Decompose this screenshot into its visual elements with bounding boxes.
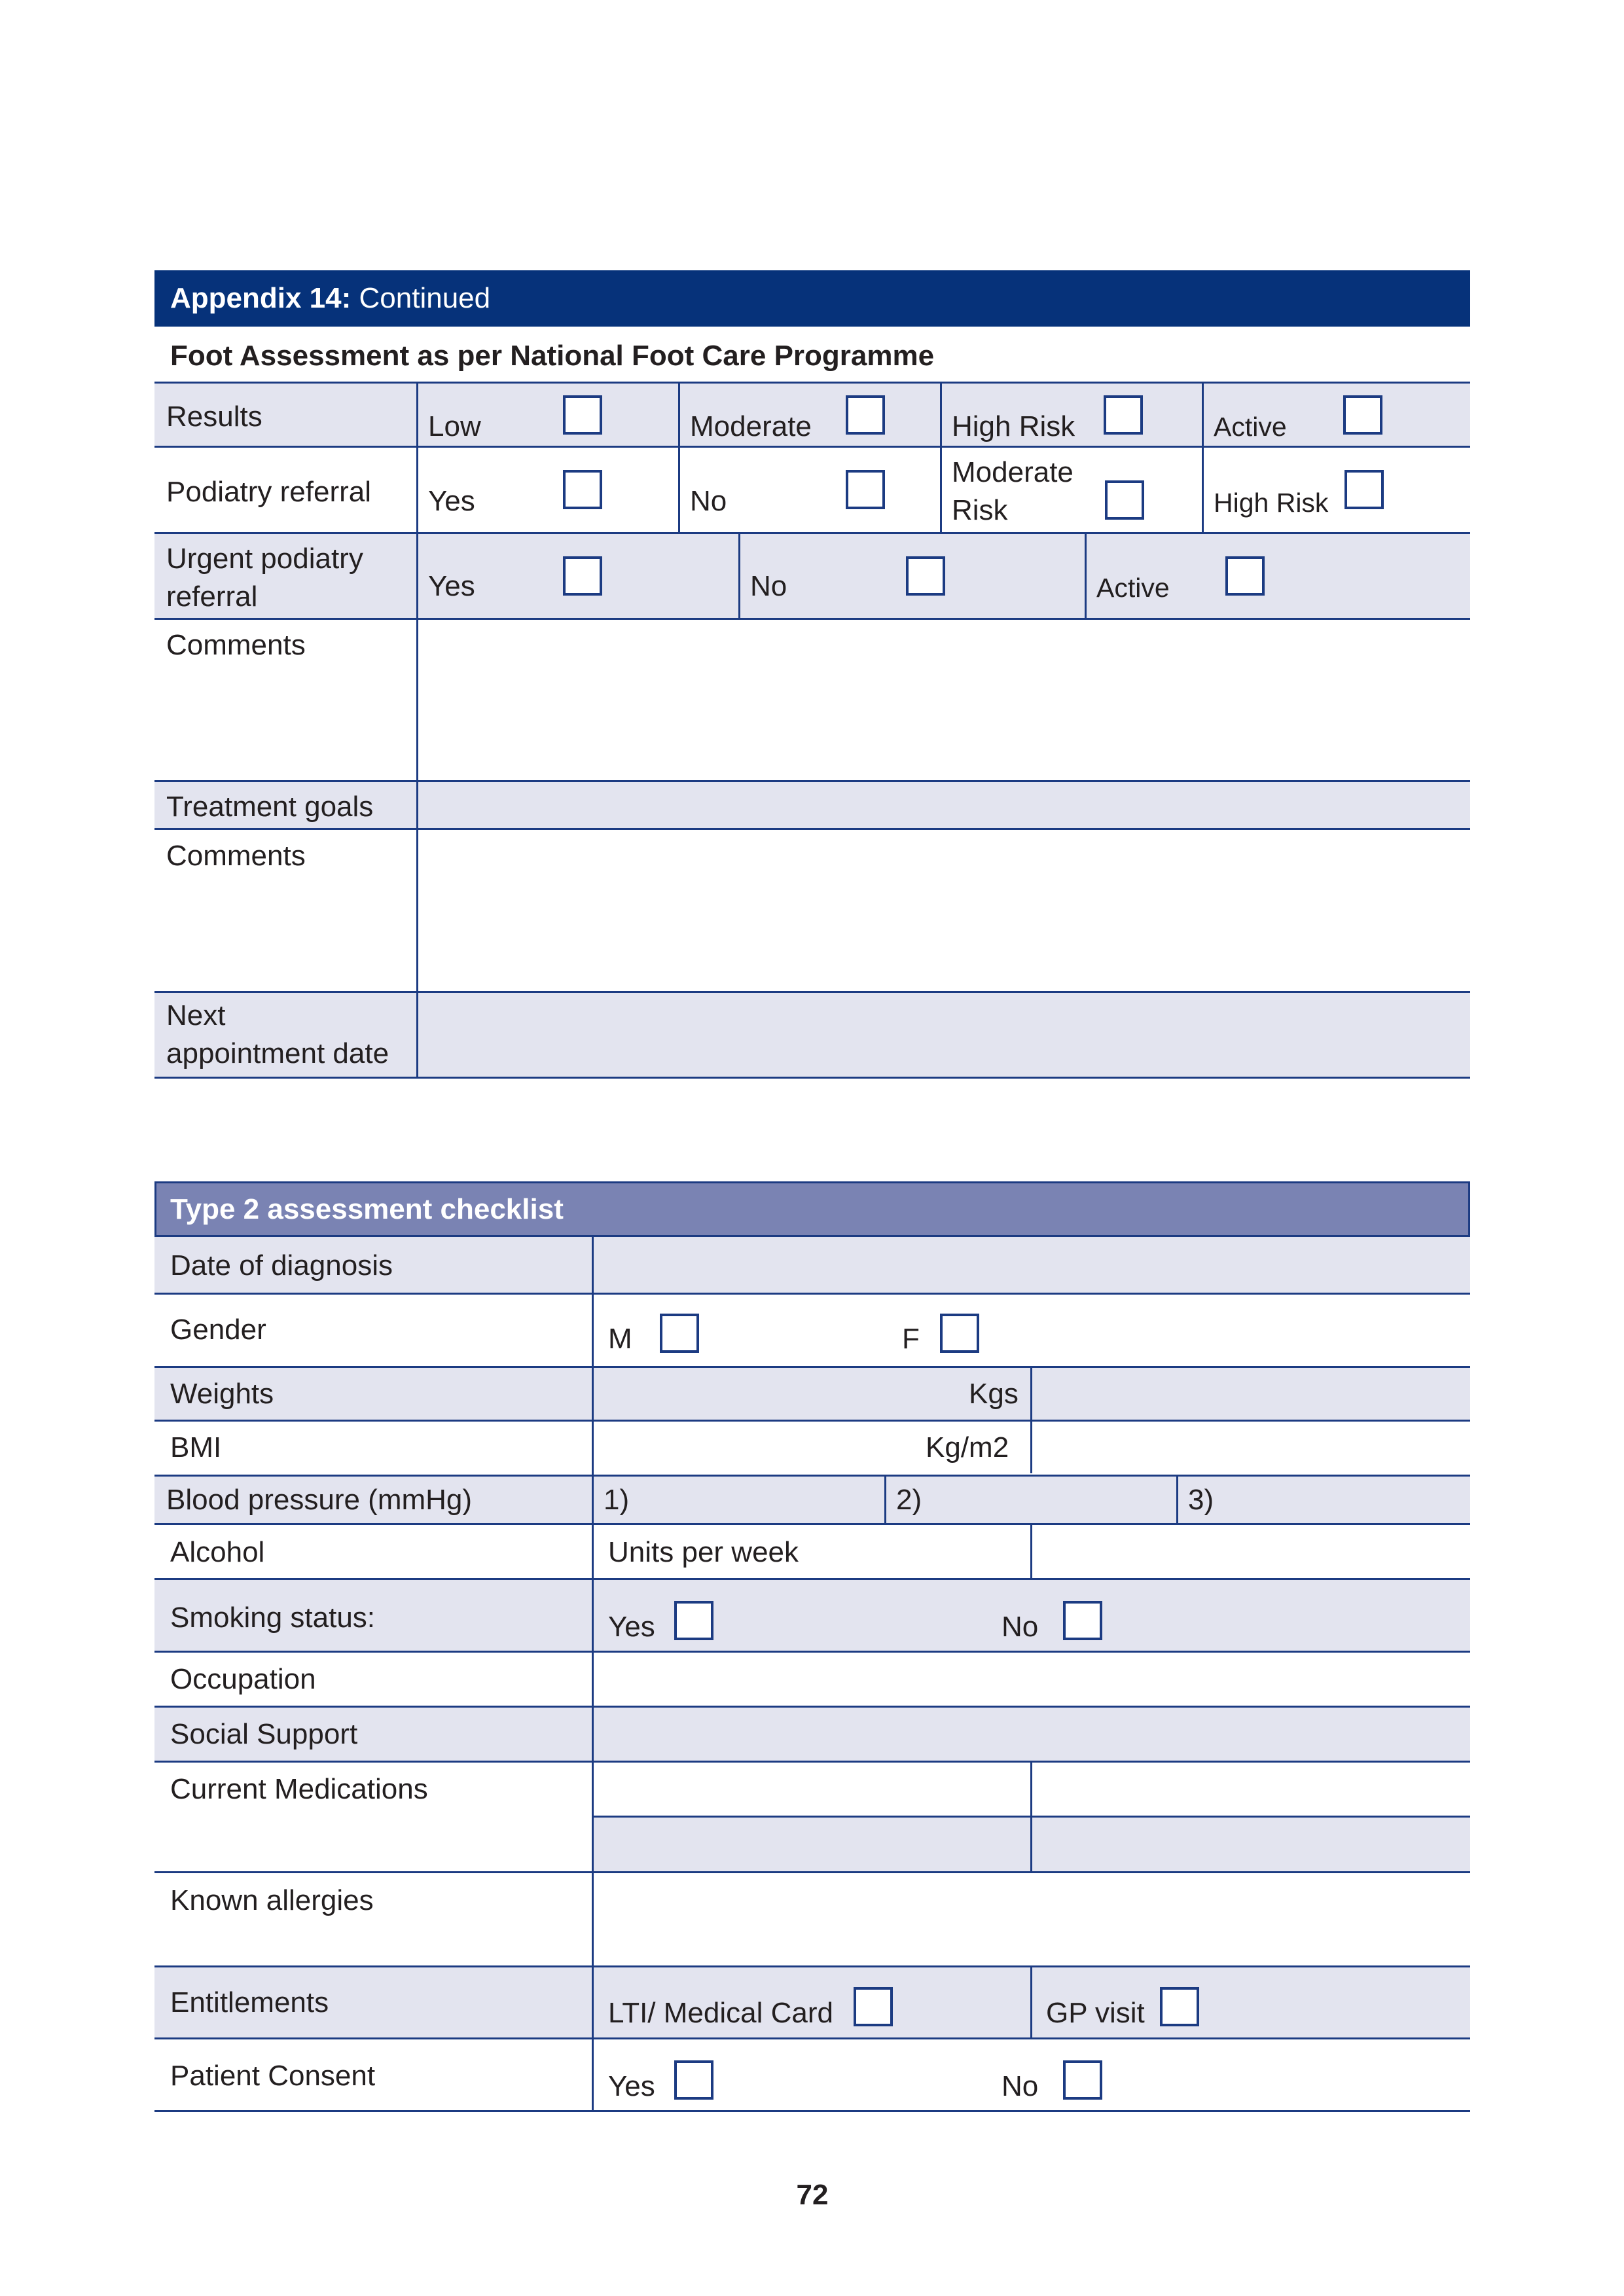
podiatry-moderate-label-2: Risk bbox=[952, 494, 1008, 526]
medications-field-1[interactable] bbox=[594, 1763, 1029, 1815]
urgent-label-2: referral bbox=[166, 581, 258, 613]
medications-field-2[interactable] bbox=[1033, 1763, 1469, 1815]
gp-visit-label: GP visit bbox=[1046, 1997, 1145, 2029]
podiatry-referral-label: Podiatry referral bbox=[166, 476, 372, 508]
occupation-field[interactable] bbox=[594, 1653, 1469, 1705]
gender-label: Gender bbox=[170, 1314, 266, 1346]
known-allergies-field[interactable] bbox=[594, 1873, 1469, 1965]
social-support-field[interactable] bbox=[594, 1708, 1469, 1760]
gender-f-checkbox[interactable] bbox=[940, 1314, 979, 1353]
bmi-unit: Kg/m2 bbox=[926, 1431, 1009, 1463]
smoking-yes-checkbox[interactable] bbox=[674, 1601, 713, 1640]
bp-reading-1[interactable]: 1) bbox=[604, 1484, 630, 1516]
consent-no-label: No bbox=[1001, 2070, 1039, 2102]
comments-field-1[interactable] bbox=[419, 620, 1469, 779]
date-of-diagnosis-field[interactable] bbox=[594, 1239, 1469, 1291]
lti-medical-card-checkbox[interactable] bbox=[854, 1987, 893, 2026]
gp-visit-checkbox[interactable] bbox=[1160, 1987, 1199, 2026]
smoking-no-checkbox[interactable] bbox=[1063, 1601, 1102, 1640]
podiatry-high-risk-label: High Risk bbox=[1214, 488, 1329, 518]
results-label: Results bbox=[166, 401, 262, 433]
weights-field[interactable] bbox=[1033, 1368, 1469, 1419]
bp-reading-2[interactable]: 2) bbox=[896, 1484, 922, 1516]
consent-yes-checkbox[interactable] bbox=[674, 2060, 713, 2100]
type2-header bbox=[154, 1181, 1470, 1237]
date-of-diagnosis-label: Date of diagnosis bbox=[170, 1249, 393, 1282]
bp-reading-3[interactable]: 3) bbox=[1188, 1484, 1214, 1516]
results-low-label: Low bbox=[428, 410, 481, 442]
podiatry-no-label: No bbox=[690, 485, 727, 517]
comments-label-2: Comments bbox=[166, 840, 306, 872]
entitlements-label: Entitlements bbox=[170, 1986, 329, 2018]
weights-unit: Kgs bbox=[969, 1378, 1019, 1410]
medications-field-3[interactable] bbox=[594, 1818, 1029, 1870]
treatment-goals-field[interactable] bbox=[419, 783, 1469, 827]
urgent-yes-label: Yes bbox=[428, 570, 475, 602]
alcohol-label: Alcohol bbox=[170, 1536, 265, 1568]
podiatry-moderate-checkbox[interactable] bbox=[1105, 480, 1144, 520]
results-moderate-label: Moderate bbox=[690, 410, 812, 442]
results-low-checkbox[interactable] bbox=[563, 395, 602, 435]
appendix-continued: Continued bbox=[351, 282, 491, 314]
occupation-label: Occupation bbox=[170, 1663, 316, 1695]
podiatry-yes-checkbox[interactable] bbox=[563, 470, 602, 509]
consent-yes-label: Yes bbox=[608, 2070, 655, 2102]
appendix-header bbox=[154, 270, 1470, 327]
next-appointment-label-1: Next bbox=[166, 999, 226, 1031]
alcohol-field[interactable] bbox=[1033, 1525, 1469, 1577]
smoking-yes-label: Yes bbox=[608, 1611, 655, 1643]
smoking-status-label: Smoking status: bbox=[170, 1602, 376, 1634]
podiatry-yes-label: Yes bbox=[428, 485, 475, 517]
results-moderate-checkbox[interactable] bbox=[846, 395, 885, 435]
known-allergies-label: Known allergies bbox=[170, 1884, 374, 1916]
gender-m-checkbox[interactable] bbox=[660, 1314, 699, 1353]
current-medications-label: Current Medications bbox=[170, 1773, 428, 1805]
results-active-checkbox[interactable] bbox=[1343, 395, 1382, 435]
comments-field-2[interactable] bbox=[419, 831, 1469, 990]
type2-title: Type 2 assessment checklist bbox=[170, 1193, 564, 1225]
patient-consent-label: Patient Consent bbox=[170, 2060, 376, 2092]
results-high-risk-checkbox[interactable] bbox=[1104, 395, 1143, 435]
urgent-no-checkbox[interactable] bbox=[906, 556, 945, 596]
weights-label: Weights bbox=[170, 1378, 274, 1410]
treatment-goals-label: Treatment goals bbox=[166, 791, 374, 823]
gender-f-label: F bbox=[902, 1323, 920, 1355]
urgent-yes-checkbox[interactable] bbox=[563, 556, 602, 596]
bmi-field[interactable] bbox=[1033, 1422, 1469, 1474]
results-high-risk-label: High Risk bbox=[952, 410, 1075, 442]
urgent-label-1: Urgent podiatry bbox=[166, 543, 363, 575]
lti-medical-card-label: LTI/ Medical Card bbox=[608, 1997, 833, 2029]
gender-m-label: M bbox=[608, 1323, 632, 1355]
foot-assessment-title: Foot Assessment as per National Foot Care Programme bbox=[170, 340, 935, 372]
alcohol-unit: Units per week bbox=[608, 1536, 799, 1568]
smoking-no-label: No bbox=[1001, 1611, 1039, 1643]
next-appointment-label-2: appointment date bbox=[166, 1037, 389, 1069]
page-number: 72 bbox=[796, 2179, 829, 2211]
urgent-active-label: Active bbox=[1096, 573, 1170, 603]
comments-label-1: Comments bbox=[166, 629, 306, 661]
next-appointment-field[interactable] bbox=[419, 994, 1469, 1076]
consent-no-checkbox[interactable] bbox=[1063, 2060, 1102, 2100]
urgent-no-label: No bbox=[750, 570, 787, 602]
blood-pressure-label: Blood pressure (mmHg) bbox=[166, 1484, 473, 1516]
medications-field-4[interactable] bbox=[1033, 1818, 1469, 1870]
bmi-label: BMI bbox=[170, 1431, 222, 1463]
appendix-label: Appendix 14: bbox=[170, 282, 352, 314]
podiatry-high-risk-checkbox[interactable] bbox=[1344, 470, 1384, 509]
podiatry-moderate-label-1: Moderate bbox=[952, 456, 1074, 488]
results-active-label: Active bbox=[1214, 412, 1287, 442]
urgent-active-checkbox[interactable] bbox=[1225, 556, 1265, 596]
podiatry-no-checkbox[interactable] bbox=[846, 470, 885, 509]
social-support-label: Social Support bbox=[170, 1718, 358, 1750]
